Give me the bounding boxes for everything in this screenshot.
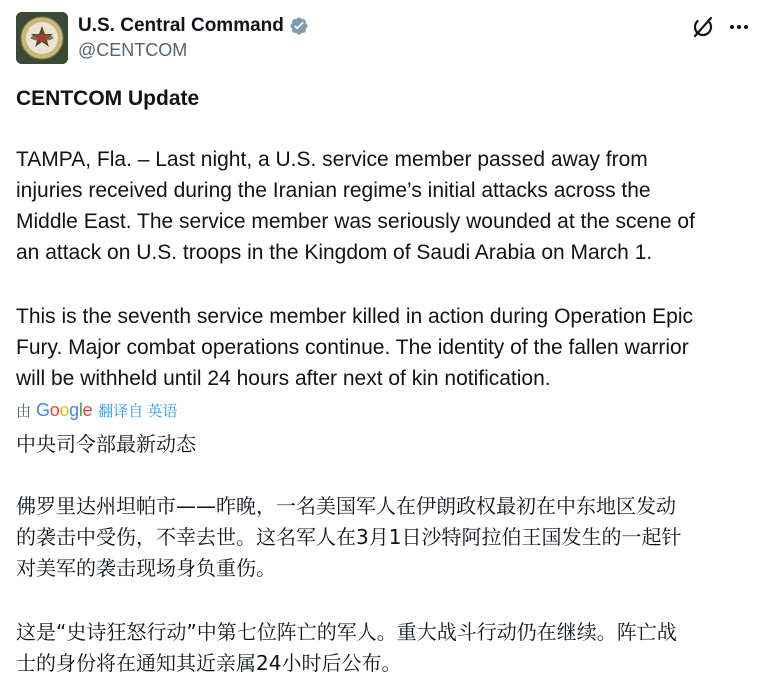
verified-badge-icon[interactable] xyxy=(289,16,309,36)
translated-from-link[interactable]: 翻译自 英语 xyxy=(98,402,178,420)
post-paragraph-2 xyxy=(16,301,761,394)
name-row xyxy=(78,14,309,38)
grok-icon[interactable] xyxy=(690,14,716,40)
more-options-icon[interactable] xyxy=(728,16,750,38)
avatar[interactable] xyxy=(16,12,68,64)
text-line: 中央司令部最新动态 xyxy=(16,432,196,456)
translated-by-label: 由 xyxy=(16,402,32,420)
text-line: Fury. Major combat operations continue. The identity of the fallen warrior xyxy=(16,336,689,359)
centcom-seal-icon xyxy=(16,12,68,64)
text-line: will be withheld until 24 hours after next of kin notification. xyxy=(16,367,551,390)
account-handle[interactable]: @CENTCOM xyxy=(78,40,188,60)
post-title: CENTCOM Update xyxy=(16,87,200,110)
text-line: 的袭击中受伤，不幸去世。这名军人在3月1日沙特阿拉伯王国发生的一起针 xyxy=(16,525,682,549)
text-line: an attack on U.S. troops in the Kingdom of Saudi Arabia on March 1. xyxy=(16,241,653,264)
google-logo: Google xyxy=(36,399,93,420)
text-line: 佛罗里达州坦帕市——昨晚，一名美国军人在伊朗政权最初在中东地区发动 xyxy=(16,494,676,518)
translated-title xyxy=(16,429,761,460)
translation-attribution xyxy=(16,399,177,421)
translated-paragraph-2 xyxy=(16,617,761,679)
display-name[interactable]: U.S. Central Command xyxy=(78,15,284,36)
text-line: 这是“史诗狂怒行动”中第七位阵亡的军人。重大战斗行动仍在继续。阵亡战 xyxy=(16,620,677,644)
text-line: 对美军的袭击现场身负重伤。 xyxy=(16,556,276,580)
text-line: injuries received during the Iranian regime’s initial attacks across the xyxy=(16,179,651,202)
text-line: 士的身份将在通知其近亲属24小时后公布。 xyxy=(16,651,402,675)
post-header xyxy=(16,12,756,64)
translated-paragraph-1 xyxy=(16,491,761,584)
text-line: TAMPA, Fla. – Last night, a U.S. service member passed away from xyxy=(16,148,648,171)
post-paragraph-1 xyxy=(16,144,761,268)
text-line: Middle East. The service member was seriously wounded at the scene of xyxy=(16,210,695,233)
text-line: This is the seventh service member killed in action during Operation Epic xyxy=(16,305,693,328)
